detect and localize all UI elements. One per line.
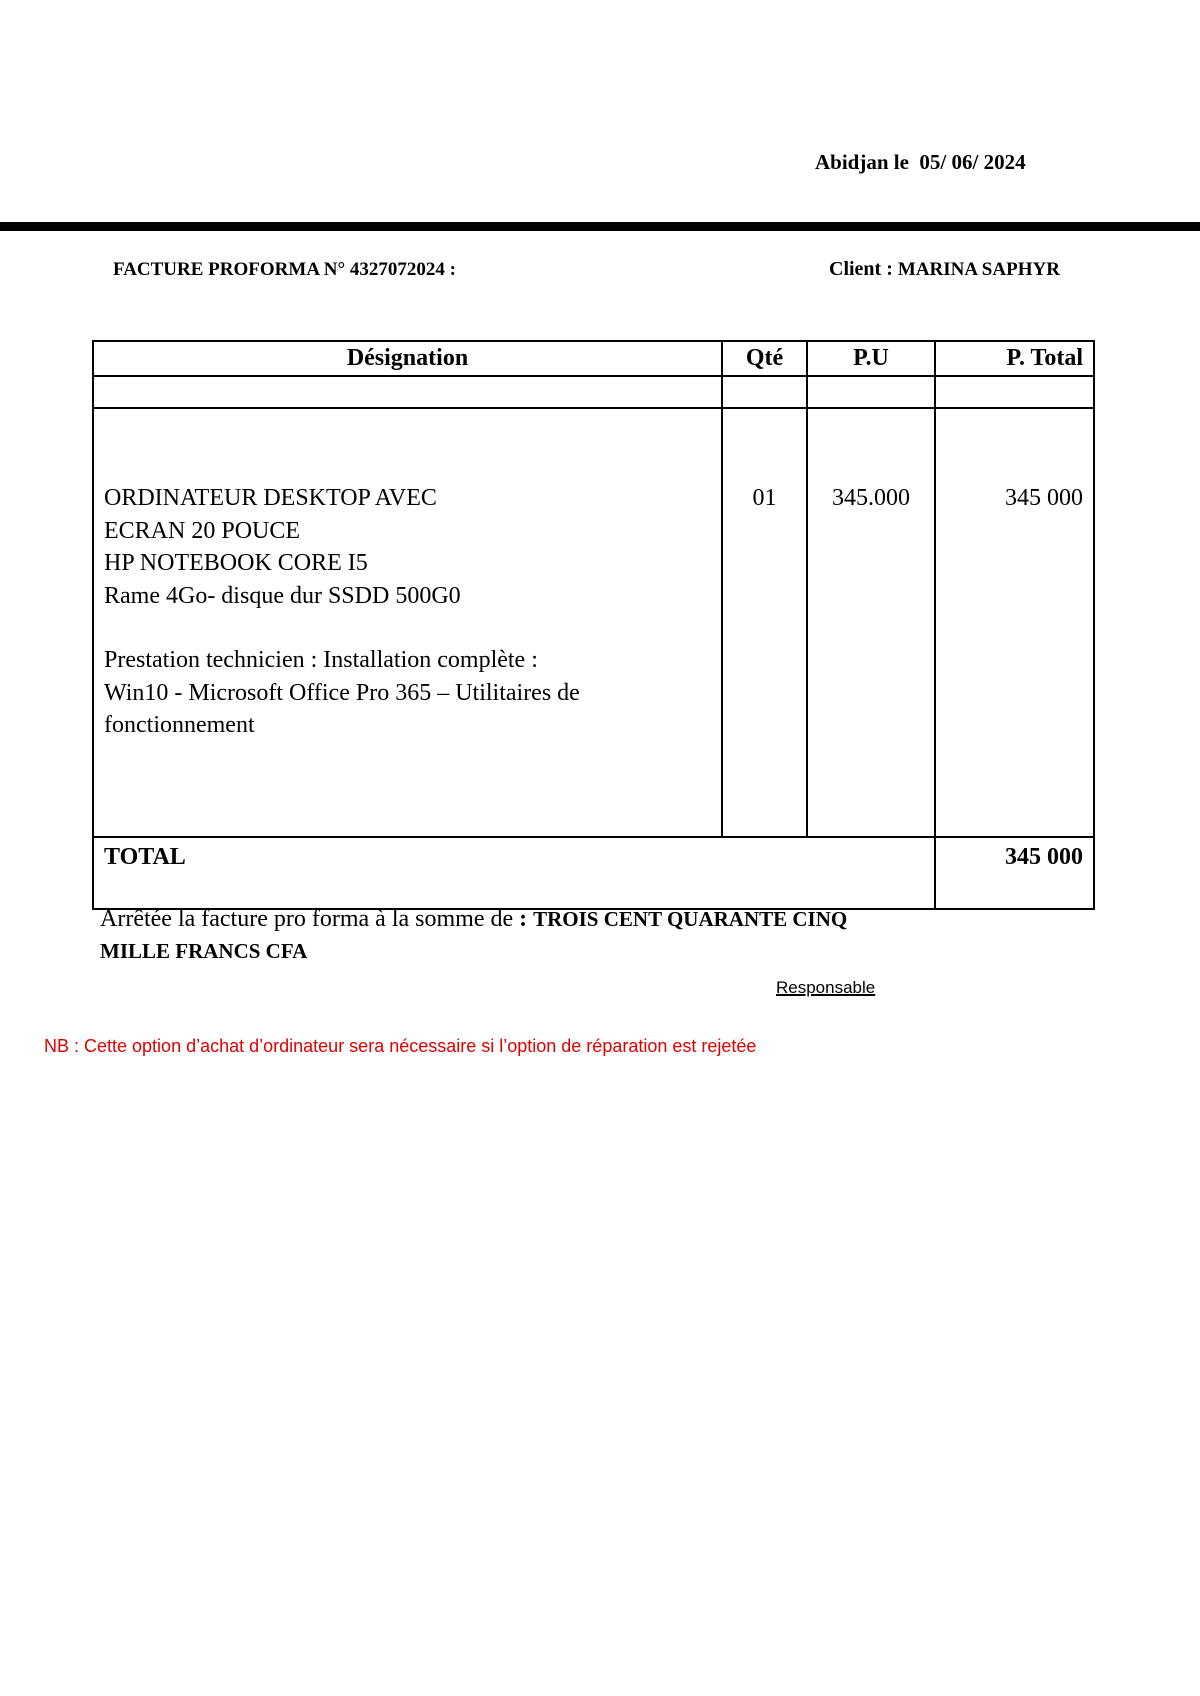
table-total-row [93,837,1094,909]
designation-line: HP NOTEBOOK CORE I5 [104,550,368,576]
column-header-designation: Désignation [93,341,722,376]
column-header-unit-price: P.U [807,341,935,376]
total-label: TOTAL [93,837,935,909]
amount-words-line1: TROIS CENT QUARANTE CINQ [533,907,848,931]
signature-label: Responsable [776,978,876,997]
table-row-blank [93,376,1094,408]
client-info [829,258,1060,281]
amount-colon: : [513,906,534,932]
item-unit-price: 345.000 [807,408,935,837]
item-total-price: 345 000 [935,408,1094,837]
client-name: MARINA SAPHYR [897,259,1060,280]
total-value: 345 000 [935,837,1094,909]
service-line: Win10 - Microsoft Office Pro 365 – Utilitaires de [104,679,580,706]
client-label: Client : [829,258,893,280]
amount-words-line2: MILLE FRANCS CFA [100,939,308,963]
amount-in-words [100,906,1000,964]
item-qty: 01 [722,408,807,837]
invoice-date: Abidjan le 05/ 06/ 2024 [815,150,1026,174]
column-header-qty: Qté [722,341,807,376]
table-row [93,408,1094,837]
designation-line: Rame 4Go- disque dur SSDD 500G0 [104,582,461,609]
note-text: NB : Cette option d’achat d’ordinateur sera nécessaire si l’option de réparation est rejetée [44,1036,757,1056]
header-divider [0,222,1200,231]
column-header-total: P. Total [935,341,1094,376]
service-line: Prestation technicien : Installation complète : [104,647,538,673]
table-header-row [93,341,1094,376]
service-line: fonctionnement [104,712,255,738]
designation-line: ORDINATEUR DESKTOP AVEC [104,485,437,511]
item-designation [93,408,722,837]
designation-line: ECRAN 20 POUCE [104,517,301,544]
invoice-title: FACTURE PROFORMA N° 4327072024 : [113,259,456,280]
amount-prefix: Arrêtée la facture pro forma à la somme de [100,906,514,932]
invoice-table [92,340,1095,910]
